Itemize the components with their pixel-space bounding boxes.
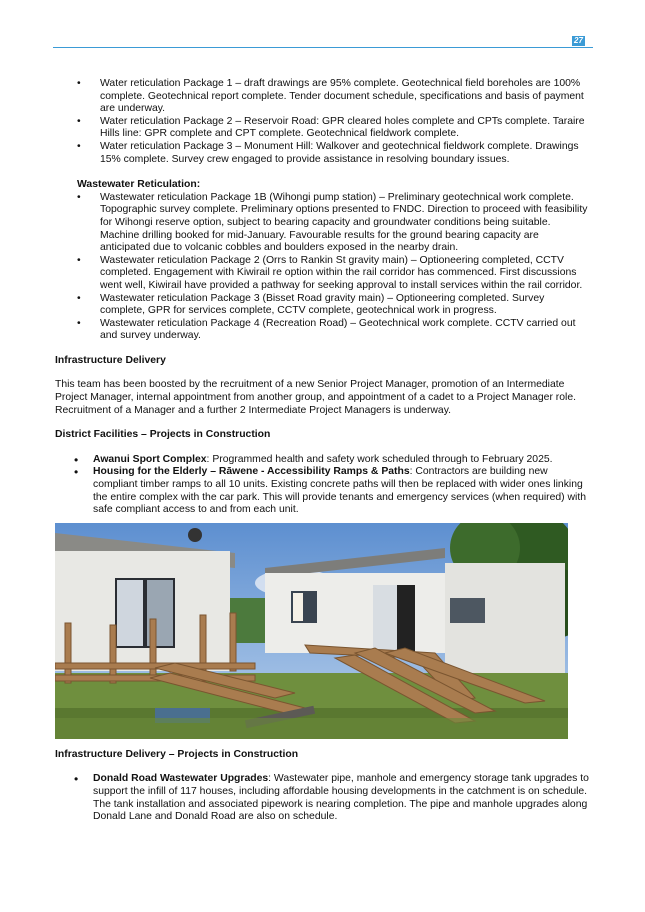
- page-number: 27: [572, 36, 585, 46]
- ramp-construction-image: [55, 523, 568, 739]
- item-text: : Contractors are building new compliant timber ramps to all 10 units. Existing concrete paths will then be replaced with wider ones linking the entire complex with the car park. This will provide tenants and emergency services (when required) with safe compliant access to and from each unit.: [93, 466, 587, 516]
- list-item: • Wastewater reticulation Package 2 (Orrs to Rankin St gravity main) – Optioneering completed, CCTV completed. Engagement with Kiwirail re option within the rail corridor has commenced. First discussions went well, Kiwirail have provided a pathway for seeking approval to install services within the rail corridor.: [55, 255, 589, 293]
- construction-heading: Infrastructure Delivery – Projects in Construction: [55, 748, 299, 760]
- page-content: [55, 78, 589, 824]
- infrastructure-heading: Infrastructure Delivery: [55, 354, 166, 366]
- item-title: Awanui Sport Complex: [93, 453, 207, 465]
- list-item: • Water reticulation Package 1 – draft drawings are 95% complete. Geotechnical field boreholes are 100% complete. Geotechnical report complete. Tender document schedule, specifications and basis of payment are underway.: [55, 78, 589, 116]
- list-item: • Wastewater reticulation Package 1B (Wihongi pump station) – Preliminary geotechnical work complete. Topographic survey complete. Preliminary options presented to FNDC. Direction to proceed with feasibility for Wihongi reserve option, subject to bearing capacity and groundwater conditions being suitable. Machine drilling booked for mid-January. Favourable results for the ground bearing capacity are anticipated due to volcanic cobbles and boulders exposed in the nearby drain.: [55, 192, 589, 255]
- item-title: Donald Road Wastewater Upgrades: [93, 773, 269, 785]
- wastewater-heading: Wastewater Reticulation:: [77, 179, 201, 191]
- district-heading: District Facilities – Projects in Construction: [55, 429, 271, 441]
- list-item: [55, 454, 589, 467]
- list-item: [55, 773, 589, 823]
- list-item: • Water reticulation Package 3 – Monument Hill: Walkover and geotechnical fieldwork complete. Drawings 15% complete. Survey crew engaged to provide assistance in resolving boundary issues.: [55, 141, 589, 166]
- water-reticulation-list: [55, 78, 589, 166]
- list-item: • Water reticulation Package 2 – Reservoir Road: GPR cleared holes complete and CPTs complete. Taraire Hills line: GPR complete and CPT complete. Geotechnical fieldwork complete.: [55, 116, 589, 141]
- header-rule: [53, 47, 593, 48]
- item-title: Housing for the Elderly – Rāwene - Accessibility Ramps & Paths: [93, 466, 410, 478]
- infrastructure-paragraph: This team has been boosted by the recruitment of a new Senior Project Manager, promotion of an Intermediate Project Manager, internal appointment from another group, and appointment of a cadet to a Project Manager role. Recruitment of a Manager and a further 2 Intermediate Project Managers is underway.: [55, 379, 576, 416]
- list-item: [55, 466, 589, 516]
- wastewater-list: [55, 192, 589, 343]
- list-item: • Wastewater reticulation Package 4 (Recreation Road) – Geotechnical work complete. CCTV carried out and survey underway.: [55, 318, 589, 343]
- item-text: : Wastewater pipe, manhole and emergency storage tank upgrades to support the infill of 117 houses, including affordable housing developments in the catchment is on schedule. The tank installation and associated pipework is nearing completion. The pipe and manhole upgrades along Donald Lane and Donald Road are also on schedule.: [93, 773, 589, 823]
- district-list: [55, 454, 589, 517]
- item-text: : Programmed health and safety work scheduled through to February 2025.: [206, 453, 553, 465]
- list-item: • Wastewater reticulation Package 3 (Bisset Road gravity main) – Optioneering completed. Survey complete, GPR for services complete, CCTV complete, geotechnical work in progress.: [55, 293, 589, 318]
- construction-photo: [55, 523, 568, 739]
- construction-list: [55, 773, 589, 823]
